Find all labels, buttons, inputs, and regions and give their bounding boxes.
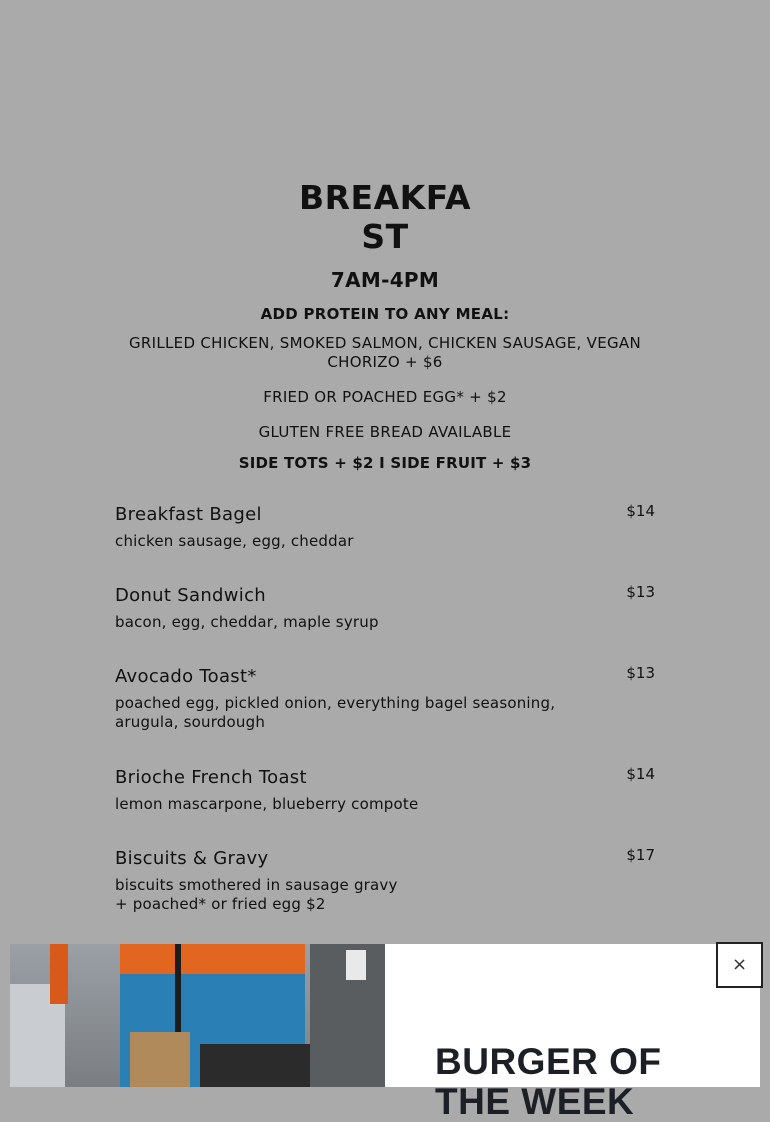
item-description-line: bacon, egg, cheddar, maple syrup: [115, 613, 379, 631]
photo-sign: [346, 950, 366, 980]
item-price: $17: [626, 846, 655, 864]
item-price: $14: [626, 765, 655, 783]
item-description: [115, 795, 585, 814]
item-description-line: biscuits smothered in sausage gravy: [115, 876, 398, 894]
photo-orange-strip: [50, 944, 68, 1004]
promo-headline-line2: THE WEEK: [435, 1081, 635, 1122]
photo-box: [130, 1032, 190, 1087]
item-description: [115, 613, 585, 632]
menu-items: [115, 500, 655, 925]
protein-options-line2: CHORIZO + $6: [327, 353, 443, 371]
protein-heading: ADD PROTEIN TO ANY MEAL:: [260, 305, 510, 323]
egg-addon: FRIED OR POACHED EGG* + $2: [263, 388, 507, 406]
promo-headline-line1: BURGER OF: [435, 1041, 662, 1082]
menu-item: [115, 662, 655, 763]
photo-bin-lid: [120, 944, 305, 974]
item-price: $14: [626, 502, 655, 520]
menu-item: [115, 581, 655, 662]
item-description: [115, 532, 585, 551]
item-description: [115, 876, 585, 914]
menu-hours: 7AM-4PM: [330, 268, 440, 292]
item-description-line: + poached* or fried egg $2: [115, 895, 326, 913]
promo-headline: [435, 1042, 662, 1122]
item-price: $13: [626, 664, 655, 682]
gluten-free-note: GLUTEN FREE BREAD AVAILABLE: [258, 423, 512, 441]
item-price: $13: [626, 583, 655, 601]
item-description-line: poached egg, pickled onion, everything bagel seasoning,: [115, 694, 556, 712]
menu-item: [115, 763, 655, 844]
menu-item: [115, 844, 655, 925]
promo-popup: [10, 944, 760, 1122]
item-name: Breakfast Bagel: [115, 504, 262, 525]
item-description-line: arugula, sourdough: [115, 713, 266, 731]
item-name: Avocado Toast*: [115, 666, 257, 687]
item-description: [115, 694, 585, 732]
close-popup-button[interactable]: ×: [716, 942, 763, 988]
item-description-line: chicken sausage, egg, cheddar: [115, 532, 354, 550]
item-description-line: lemon mascarpone, blueberry compote: [115, 795, 419, 813]
menu-title: [295, 178, 475, 256]
menu-header: [115, 178, 655, 472]
menu-item: [115, 500, 655, 581]
item-name: Biscuits & Gravy: [115, 848, 269, 869]
protein-options: [115, 334, 655, 372]
sides-note: SIDE TOTS + $2 I SIDE FRUIT + $3: [238, 454, 532, 472]
menu-title-line2: ST: [361, 217, 409, 256]
promo-photo: [10, 944, 385, 1087]
item-name: Brioche French Toast: [115, 767, 307, 788]
item-name: Donut Sandwich: [115, 585, 266, 606]
protein-options-line1: GRILLED CHICKEN, SMOKED SALMON, CHICKEN SAUSAGE, VEGAN: [129, 334, 641, 352]
menu-title-line1: BREAKFA: [298, 178, 471, 217]
photo-dark-object: [200, 1044, 310, 1087]
